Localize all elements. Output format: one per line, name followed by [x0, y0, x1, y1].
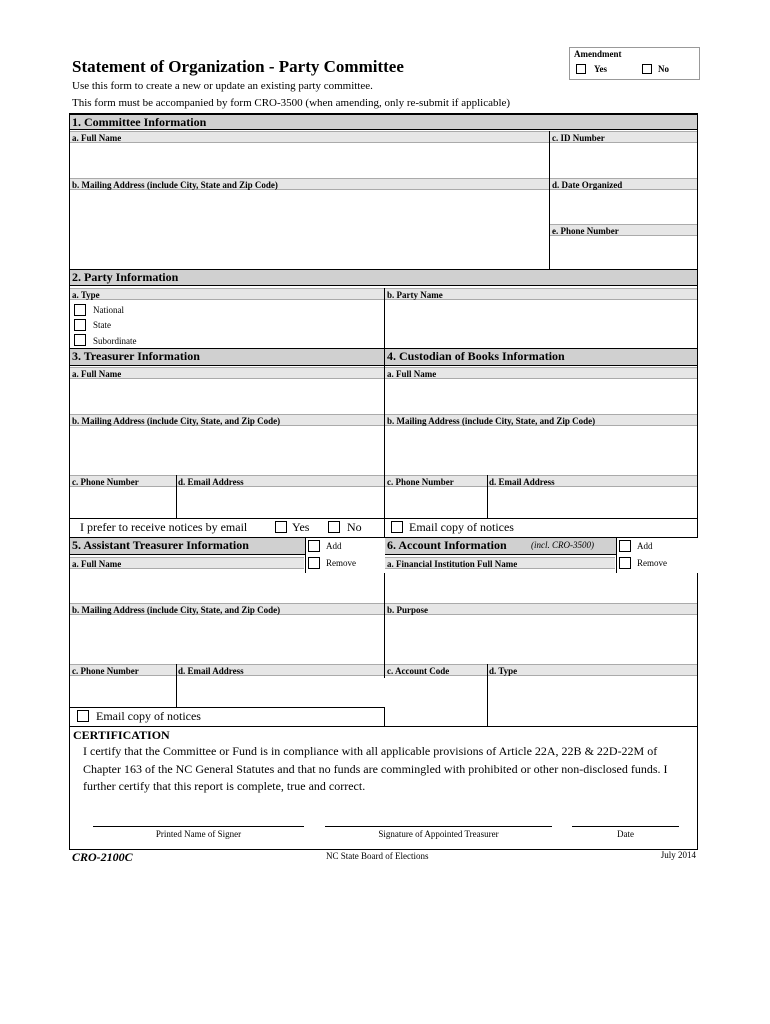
- s2-national-label: National: [93, 305, 124, 315]
- s4-email-field[interactable]: [488, 488, 697, 517]
- s4-full-name-label: a. Full Name: [385, 367, 697, 379]
- s3-phone-field[interactable]: [70, 488, 175, 517]
- amendment-yes-label: Yes: [594, 64, 607, 74]
- s5-add-checkbox[interactable]: [308, 540, 320, 552]
- s3-mailing-label: b. Mailing Address (include City, State, and Zip Code): [70, 414, 384, 426]
- s1-full-name-label: a. Full Name: [70, 131, 549, 143]
- s5-remove-checkbox[interactable]: [308, 557, 320, 569]
- s6-institution-label: a. Financial Institution Full Name: [385, 557, 615, 569]
- certification-line-1: I certify that the Committee or Fund is in compliance with all applicable provisions of Article 22A, 22B & 22D-22M of: [83, 744, 658, 758]
- s4-mailing-label: b. Mailing Address (include City, State, and Zip Code): [385, 414, 697, 426]
- s3-prefer-email-text: I prefer to receive notices by email: [80, 520, 248, 534]
- agency-name: NC State Board of Elections: [326, 851, 429, 861]
- section-1-header: 1. Committee Information: [70, 114, 697, 130]
- s6-institution-field[interactable]: [385, 572, 697, 602]
- amendment-label: Amendment: [574, 49, 622, 59]
- s6-add-label: Add: [637, 541, 653, 551]
- s2-party-name-field[interactable]: [386, 301, 697, 346]
- s3-email-text: d. Email Address: [178, 477, 244, 487]
- s3-mailing-field[interactable]: [70, 427, 384, 474]
- form-frame: [69, 113, 698, 850]
- s2-party-name-label: b. Party Name: [385, 288, 697, 300]
- s2-subordinate-checkbox[interactable]: [74, 334, 86, 346]
- s1-mailing-field[interactable]: [70, 191, 549, 269]
- s1-full-name-field[interactable]: [70, 144, 549, 177]
- printed-name-caption: Printed Name of Signer: [155, 829, 242, 839]
- s3-prefer-no-checkbox[interactable]: [328, 521, 340, 533]
- s5-email-copy-label: Email copy of notices: [96, 709, 201, 723]
- section-3-header: 3. Treasurer Information: [70, 348, 384, 366]
- s5-full-name-label: a. Full Name: [70, 557, 304, 569]
- s6-account-code-label: [385, 664, 697, 676]
- s6-title: 6. Account Information: [387, 538, 507, 552]
- amendment-no-checkbox[interactable]: [642, 64, 652, 74]
- s4-phone-field[interactable]: [385, 488, 486, 517]
- s6-add-remove-box: [616, 537, 698, 573]
- s4-email-copy-label: Email copy of notices: [409, 520, 514, 534]
- date-line[interactable]: [572, 826, 679, 827]
- s5-phone-field[interactable]: [70, 677, 175, 706]
- s2-type-label: a. Type: [70, 288, 384, 300]
- s5-add-label: Add: [326, 541, 342, 551]
- s2-state-label: State: [93, 320, 111, 330]
- s6-purpose-field[interactable]: [385, 616, 697, 664]
- page-title: Statement of Organization - Party Committee: [72, 57, 404, 76]
- s3-prefer-yes-checkbox[interactable]: [275, 521, 287, 533]
- certification-line-2: Chapter 163 of the NC General Statutes and that no funds are commingled with prohibited or other non-disclosed funds. I: [83, 762, 668, 776]
- s3-full-name-label: a. Full Name: [70, 367, 384, 379]
- s5-title: 5. Assistant Treasurer Information: [72, 538, 249, 552]
- amendment-no-label: No: [658, 64, 669, 74]
- s5-mailing-field[interactable]: [70, 616, 384, 664]
- s1-date-organized-label: d. Date Organized: [550, 178, 697, 190]
- instruction-line-2: This form must be accompanied by form CRO-3500 (when amending, only re-submit if applicable): [72, 97, 511, 109]
- s5-remove-label: Remove: [326, 558, 356, 568]
- s5-email-field[interactable]: [177, 677, 384, 706]
- s6-add-checkbox[interactable]: [619, 540, 631, 552]
- divider: [549, 131, 550, 269]
- s5-phone-text: c. Phone Number: [72, 666, 139, 676]
- section-4-header: 4. Custodian of Books Information: [385, 348, 697, 366]
- s6-account-code-text: c. Account Code: [387, 666, 450, 676]
- s1-mailing-label: b. Mailing Address (include City, State and Zip Code): [70, 178, 549, 190]
- s5-email-text: d. Email Address: [178, 666, 244, 676]
- s3-phone-label: [70, 475, 384, 487]
- s1-phone-field[interactable]: [550, 237, 697, 269]
- s4-mailing-field[interactable]: [385, 427, 697, 474]
- s2-state-checkbox[interactable]: [74, 319, 86, 331]
- certification-line-3: further certify that this report is complete, true and correct.: [83, 779, 366, 793]
- s2-national-checkbox[interactable]: [74, 304, 86, 316]
- signature-line[interactable]: [325, 826, 552, 827]
- divider: [70, 707, 384, 708]
- s4-phone-label: [385, 475, 697, 487]
- s5-full-name-field[interactable]: [70, 572, 384, 602]
- printed-name-line[interactable]: [93, 826, 304, 827]
- s5-add-remove-box: [305, 537, 385, 573]
- s5-phone-label: [70, 664, 384, 676]
- form-date: July 2014: [660, 850, 696, 860]
- form-id: CRO-2100C: [72, 850, 133, 864]
- s1-date-organized-field[interactable]: [550, 191, 697, 223]
- certification-title: CERTIFICATION: [73, 728, 170, 742]
- s3-prefer-no-label: No: [347, 520, 362, 534]
- signature-caption: Signature of Appointed Treasurer: [378, 829, 499, 839]
- amendment-yes-checkbox[interactable]: [576, 64, 586, 74]
- s4-email-text: d. Email Address: [489, 477, 555, 487]
- instruction-line-1: Use this form to create a new or update an existing party committee.: [72, 80, 373, 92]
- amendment-box: [569, 47, 700, 80]
- s6-remove-checkbox[interactable]: [619, 557, 631, 569]
- divider: [70, 726, 697, 727]
- s6-type-text: d. Type: [489, 666, 518, 676]
- s5-email-copy-checkbox[interactable]: [77, 710, 89, 722]
- s6-type-field[interactable]: [488, 677, 697, 726]
- s3-full-name-field[interactable]: [70, 380, 384, 413]
- s3-phone-text: c. Phone Number: [72, 477, 139, 487]
- s3-prefer-yes-label: Yes: [292, 520, 310, 534]
- s4-full-name-field[interactable]: [385, 380, 697, 413]
- divider: [384, 707, 385, 727]
- s4-email-copy-checkbox[interactable]: [391, 521, 403, 533]
- s1-id-number-label: c. ID Number: [550, 131, 697, 143]
- s2-subordinate-label: Subordinate: [93, 336, 137, 346]
- s5-mailing-label: b. Mailing Address (include City, State, and Zip Code): [70, 603, 384, 615]
- s4-phone-text: c. Phone Number: [387, 477, 454, 487]
- s1-id-number-field[interactable]: [550, 144, 697, 177]
- date-caption: Date: [617, 829, 634, 839]
- section-2-header: 2. Party Information: [70, 269, 697, 286]
- s6-incl-note: (incl. CRO-3500): [531, 540, 594, 550]
- s1-phone-label: e. Phone Number: [550, 224, 697, 236]
- divider: [70, 518, 697, 519]
- s6-account-code-field[interactable]: [385, 677, 486, 726]
- s6-remove-label: Remove: [637, 558, 667, 568]
- s6-purpose-label: b. Purpose: [385, 603, 697, 615]
- s3-email-field[interactable]: [177, 488, 384, 517]
